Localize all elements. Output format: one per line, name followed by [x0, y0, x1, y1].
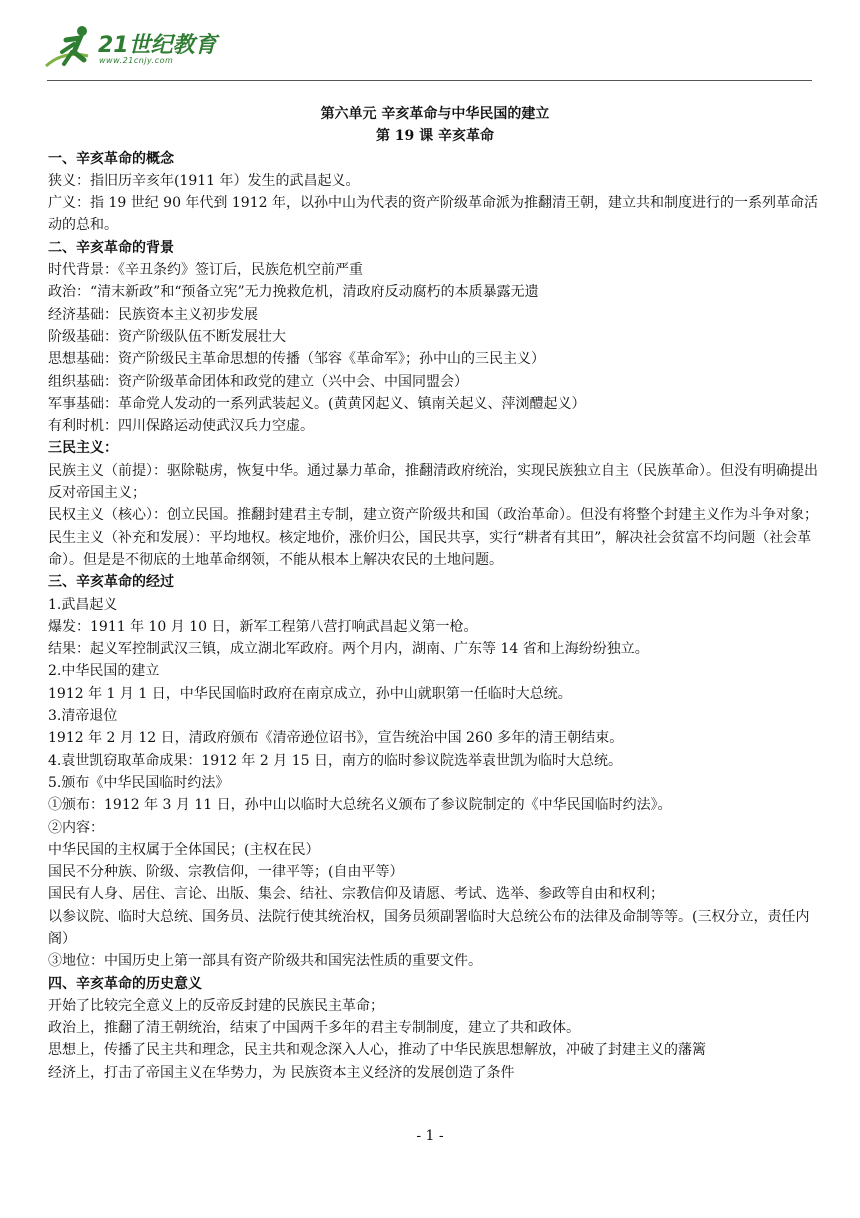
- page-number: - 1 -: [416, 1128, 444, 1144]
- text-line: 结果：起义军控制武汉三镇，成立湖北军政府。两个月内，湖南、广东等 14 省和上海纷纷独立。: [48, 641, 649, 658]
- text-line: 有利时机：四川保路运动使武汉兵力空虚。: [48, 418, 314, 435]
- lesson-title: 第 19 课 辛亥革命: [375, 128, 495, 145]
- text-line: 狭义：指旧历辛亥年(1911 年）发生的武昌起义。: [48, 172, 360, 189]
- text-line: 国民不分种族、阶级、宗教信仰，一律平等；(自由平等）: [48, 864, 404, 881]
- section-heading: 四、辛亥革命的历史意义: [48, 975, 202, 992]
- text-line: 中华民国的主权属于全体国民；(主权在民）: [48, 841, 320, 858]
- section-heading: 一、辛亥革命的概念: [48, 150, 174, 167]
- document-body: [48, 103, 822, 1084]
- text-line: ③地位：中国历史上第一部具有资产阶级共和国宪法性质的重要文件。: [48, 953, 482, 970]
- text-line: 1912 年 2 月 12 日，清政府颁布《清帝逊位诏书》，宣告统治中国 260 多年的清王朝结束。: [48, 730, 624, 747]
- text-line: 开始了比较完全意义上的反帝反封建的民族民主革命；: [48, 997, 384, 1014]
- text-line: 经济基础：民族资本主义初步发展: [48, 306, 258, 323]
- text-line: 民生主义（补充和发展）：平均地权。核定地价，涨价归公，国民共享，实行“耕者有其田”，解决社会贫富不均问题（社会革命）。但是是不彻底的土地革命纲领，不能从根本上解决农民的土地问题。: [48, 529, 812, 568]
- document-lines: [48, 148, 822, 1084]
- text-line: 1912 年 1 月 1 日，中华民国临时政府在南京成立，孙中山就职第一任临时大总统。: [48, 685, 572, 702]
- text-line: 政治：“清末新政”和“预备立宪”无力挽救危机，清政府反动腐朽的本质暴露无遗: [48, 284, 539, 301]
- unit-title: 第六单元 辛亥革命与中华民国的建立: [320, 106, 550, 122]
- text-line: 民权主义（核心）：创立民国。推翻封建君主专制，建立资产阶级共和国（政治革命）。但没有将整个封建主义作为斗争对象；: [48, 507, 818, 524]
- text-line: 时代背景：《辛丑条约》签订后，民族危机空前严重: [48, 262, 363, 279]
- text-line: 以参议院、临时大总统、国务员、法院行使其统治权，国务员须副署临时大总统公布的法律及命制等等。(三权分立，责任内阁）: [48, 908, 810, 947]
- text-line: 民族主义（前提）：驱除鞑虏，恢复中华。通过暴力革命，推翻清政府统治，实现民族独立自主（民族革命）。但没有明确提出反对帝国主义；: [48, 462, 818, 502]
- text-line: 军事基础：革命党人发动的一系列武装起义。(黄黄冈起义、镇南关起义、萍浏醴起义）: [48, 395, 586, 412]
- text-line: 政治上，推翻了清王朝统治，结束了中国两千多年的君主专制制度，建立了共和政体。: [48, 1020, 580, 1037]
- text-line: 阶级基础：资产阶级队伍不断发展壮大: [48, 328, 286, 345]
- text-line: 3.清帝退位: [48, 708, 118, 725]
- text-line: 经济上，打击了帝国主义在华势力，为 民族资本主义经济的发展创造了条件: [48, 1064, 515, 1081]
- text-line: 思想上，传播了民主共和理念，民主共和观念深入人心，推动了中华民族思想解放，冲破了封建主义的藩篱: [48, 1042, 706, 1059]
- text-line: 思想基础：资产阶级民主革命思想的传播（邹容《革命军》；孙中山的三民主义）: [48, 351, 545, 368]
- text-line: 广义：指 19 世纪 90 年代到 1912 年，以孙中山为代表的资产阶级革命派为推翻清王朝，建立共和制度进行的一系列革命活动的总和。: [48, 195, 818, 234]
- text-line: 国民有人身、居住、言论、出版、集会、结社、宗教信仰及请愿、考试、选举、参政等自由和权利；: [48, 886, 664, 903]
- header-divider: [47, 80, 812, 81]
- section-heading: 二、辛亥革命的背景: [48, 239, 174, 256]
- text-line: 4.袁世凯窃取革命成果：1912 年 2 月 15 日，南方的临时参议院选举袁世凯为临时大总统。: [48, 752, 622, 769]
- text-line: 5.颁布《中华民国临时约法》: [48, 774, 230, 791]
- text-line: 1.武昌起义: [48, 596, 118, 613]
- text-line: 爆发：1911 年 10 月 10 日，新军工程第八营打响武昌起义第一枪。: [48, 618, 478, 635]
- runner-logo-icon: [44, 22, 104, 72]
- section-heading: 三、辛亥革命的经过: [48, 574, 174, 591]
- text-line: 2.中华民国的建立: [48, 663, 160, 680]
- text-line: ②内容：: [48, 819, 104, 836]
- logo-url: www.21cnjy.com: [99, 56, 174, 65]
- text-line: 组织基础：资产阶级革命团体和政党的建立（兴中会、中国同盟会）: [48, 373, 468, 390]
- section-heading: 三民主义：: [48, 440, 118, 457]
- logo-text: 21世纪教育: [98, 33, 217, 58]
- text-line: ①颁布：1912 年 3 月 11 日，孙中山以临时大总统名义颁布了参议院制定的《中华民国临时约法》。: [48, 797, 672, 814]
